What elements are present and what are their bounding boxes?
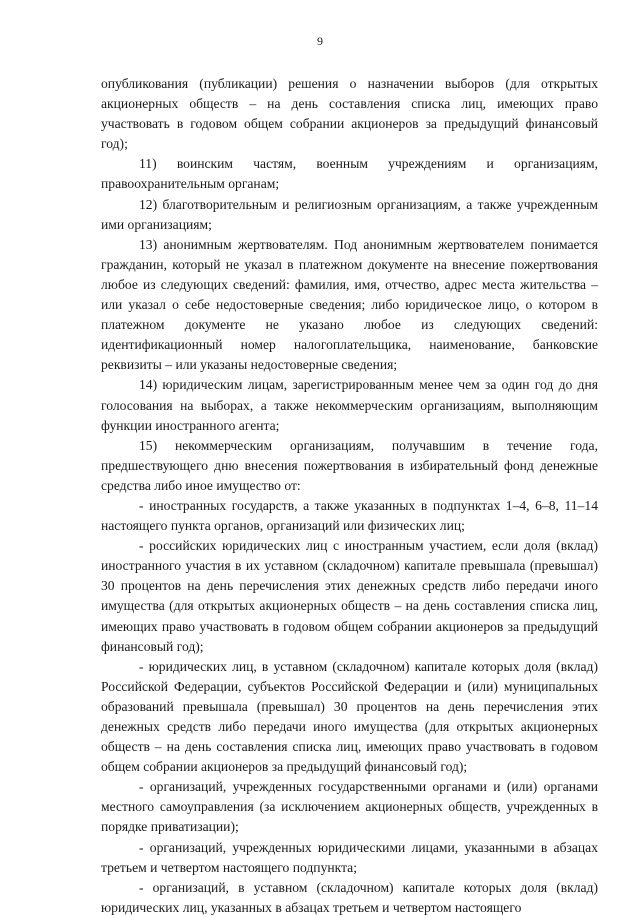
list-item-state-share: - юридических лиц, в уставном (складочном) капитале которых доля (вклад) Российской Федерации, субъектов Российской Федерации и (или) муниципальных образований превышала (превышал) 30 процентов на день перечисления этих денежных средств либо передачи иного имущества (для открытых акционерных обществ – на день составления списка лиц, имеющих право участвовать в годовом общем собрании акционеров за предыдущий финансовый год);	[101, 658, 598, 775]
paragraph-item-12: 12) благотворительным и религиозным организациям, а также учрежденным ими организациям;	[101, 196, 598, 232]
list-item-founded-by-entities: - организаций, учрежденных юридическими лицами, указанными в абзацах третьем и четвертом настоящего подпункта;	[101, 839, 598, 875]
list-item-foreign-participation: - российских юридических лиц с иностранным участием, если доля (вклад) иностранного участия в их уставном (складочном) капитале превышала (превышал) 30 процентов на день перечисления этих денежных средств либо передачи иного имущества (для открытых акционерных обществ – на день составления списка лиц, имеющих право участвовать в годовом общем собрании акционеров за предыдущий финансовый год);	[101, 538, 598, 654]
paragraph-item-13: 13) анонимным жертвователям. Под анонимным жертвователем понимается гражданин, который не указал в платежном документе на внесение пожертвования любое из следующих сведений: фамилия, имя, отчество, адрес места жительства – или указал о себе недостоверные сведения; либо юридическое лицо, о котором в платежном документе не указано любое из следующих сведений: идентификационный номер налогоплательщика, наименование, банковские реквизиты – или указаны недостоверные сведения;	[101, 236, 598, 373]
list-item-entity-share: - организаций, в уставном (складочном) капитале которых доля (вклад) юридических лиц, указанных в абзацах третьем и четвертом настоящего	[101, 879, 598, 915]
paragraph-continuation-10: опубликования (публикации) решения о назначении выборов (для открытых акционерных обществ – на день составления списка лиц, имеющих право участвовать в годовом общем собрании акционеров за предыдущий финансовый год);	[101, 76, 598, 152]
paragraph-item-11: 11) воинским частям, военным учреждениям и организациям, правоохранительным органам;	[101, 156, 598, 192]
list-item-foreign-states: - иностранных государств, а также указанных в подпунктах 1–4, 6–8, 11–14 настоящего пункта органов, организаций или физических лиц;	[101, 497, 598, 534]
page-number: 9	[317, 34, 323, 48]
list-item-state-founded: - организаций, учрежденных государственными органами и (или) органами местного самоуправления (за исключением акционерных обществ, учрежденных в порядке приватизации);	[101, 779, 598, 835]
paragraph-item-14: 14) юридическим лицам, зарегистрированным менее чем за один год до дня голосования на выборах, а также некоммерческим организациям, выполняющим функции иностранного агента;	[101, 377, 598, 433]
document-body	[101, 74, 598, 918]
paragraph-item-15: 15) некоммерческим организациям, получавшим в течение года, предшествующего дню внесения пожертвования в избирательный фонд денежные средства либо иное имущество от:	[101, 437, 598, 493]
